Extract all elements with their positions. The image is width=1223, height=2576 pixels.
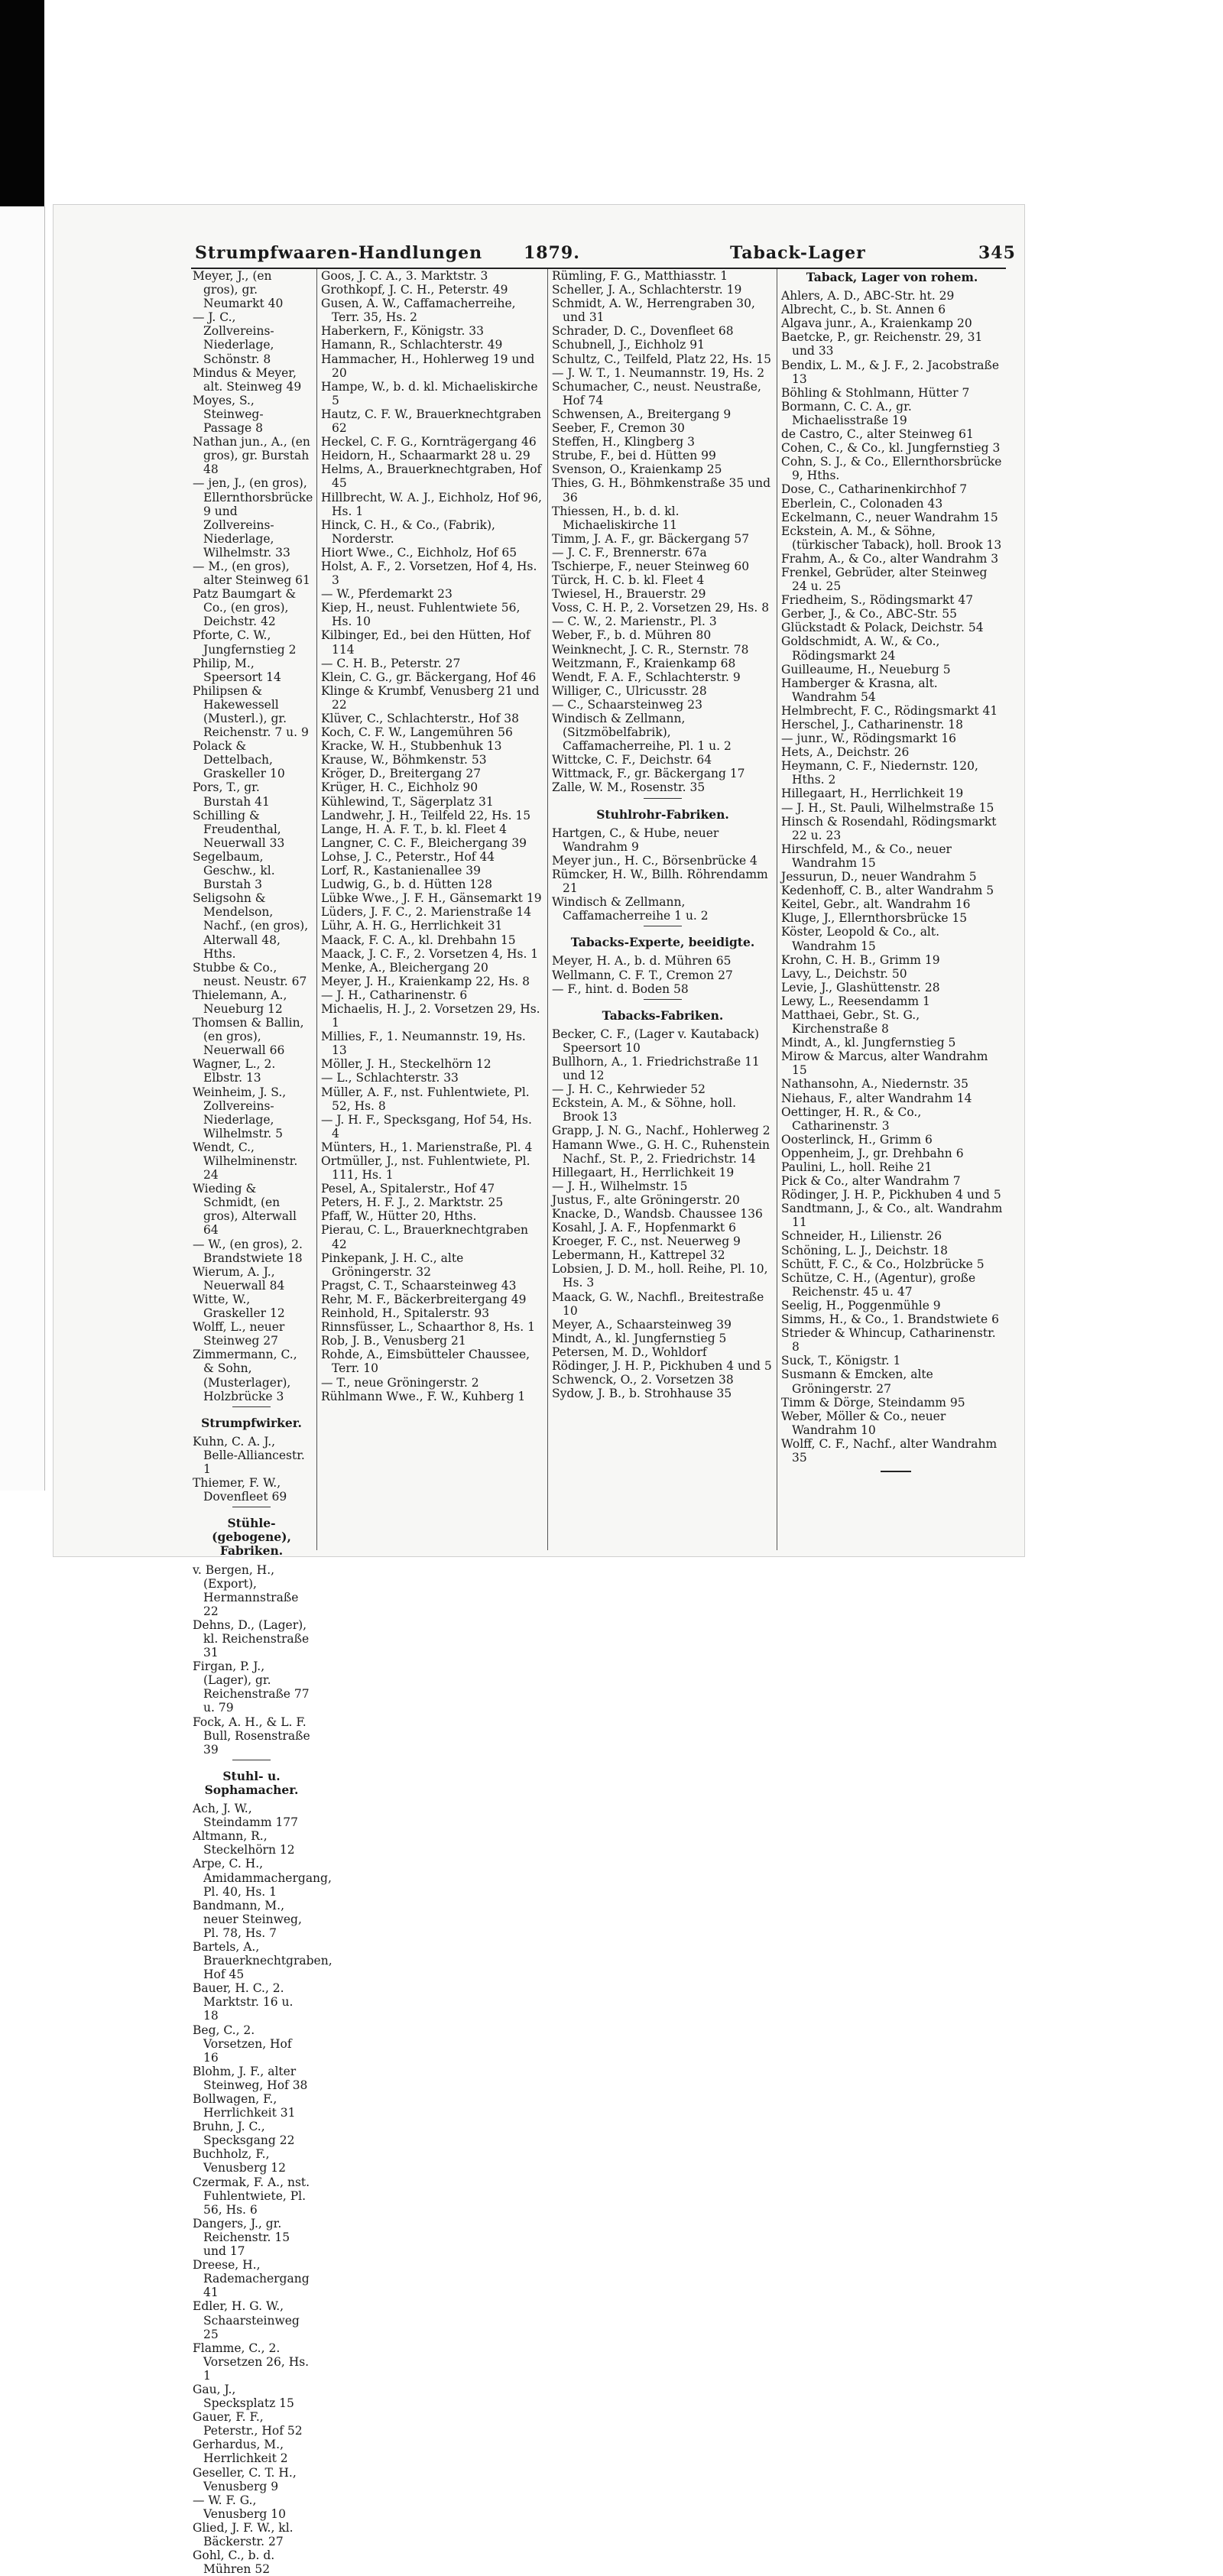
section-rule [644, 999, 682, 1000]
directory-entry: Dehns, D., (Lager), kl. Reichenstraße 31 [193, 1617, 310, 1660]
page-number: 345 [978, 243, 1016, 263]
directory-entry: Rehr, M. F., Bäckerbreitergang 49 [321, 1292, 527, 1306]
directory-entry: — M., (en gros), alter Steinweg 61 [193, 559, 310, 588]
directory-entry: Guilleaume, H., Neueburg 5 [781, 662, 951, 676]
directory-entry: Krause, W., Böhmkenstr. 53 [321, 753, 487, 767]
directory-entry: — C. H. B., Peterstr. 27 [321, 656, 461, 670]
directory-entry: Nathan jun., A., (en gros), gr. Burstah 48 [193, 435, 310, 477]
entry-list [193, 1435, 310, 1504]
directory-entry: Müller, A. F., nst. Fuhlentwiete, Pl. 52, Hs. 8 [321, 1085, 530, 1113]
directory-entry: Zimmermann, C., & Sohn, (Musterlager), Holzbrücke 3 [193, 1348, 297, 1403]
directory-entry: Michaelis, H. J., 2. Vorsetzen 29, Hs. 1 [321, 1001, 540, 1030]
directory-entry: Helmbrecht, F. C., Rödingsmarkt 41 [781, 703, 998, 718]
entry-list [781, 289, 1003, 1465]
directory-entry: Krohn, C. H. B., Grimm 19 [781, 952, 940, 967]
directory-entry: Klüver, C., Schlachterstr., Hof 38 [321, 712, 519, 725]
directory-entry: Hinck, C. H., & Co., (Fabrik), Norderstr. [321, 517, 495, 546]
directory-entry: Mindt, A., kl. Jungfernstieg 5 [781, 1036, 956, 1050]
column-1 [193, 269, 333, 2576]
directory-entry: — W., Pferdemarkt 23 [321, 587, 453, 602]
directory-entry: Philip, M., Speersort 14 [193, 656, 281, 684]
section-heading: Strumpfwirker. [201, 1415, 302, 1430]
directory-entry: Hillegaart, H., Herrlichkeit 19 [552, 1165, 735, 1179]
directory-entry: Pragst, C. T., Schaarsteinweg 43 [321, 1278, 517, 1293]
directory-entry: Ortmüller, J., nst. Fuhlentwiete, Pl. 111, Hs. 1 [321, 1154, 530, 1183]
directory-entry: Suck, T., Königstr. 1 [781, 1354, 901, 1368]
directory-entry: Schubnell, J., Eichholz 91 [552, 338, 705, 352]
directory-entry: Kedenhoff, C. B., alter Wandrahm 5 [781, 884, 994, 898]
directory-entry: Grapp, J. N. G., Nachf., Hohlerweg 2 [552, 1124, 770, 1138]
column-3 [552, 269, 774, 1546]
directory-entry: Goldschmidt, A. W., & Co., Rödingsmarkt 24 [781, 634, 940, 663]
directory-entry: Münters, H., 1. Marienstraße, Pl. 4 [321, 1140, 533, 1154]
directory-entry: Lobsien, J. D. M., holl. Reihe, Pl. 10, Hs. 3 [552, 1262, 768, 1290]
directory-entry: Pfaff, W., Hütter 20, Hths. [321, 1209, 477, 1224]
section-heading: Stuhlrohr-Fabriken. [596, 806, 729, 822]
directory-entry: Rohde, A., Eimsbütteler Chaussee, Terr. 10 [321, 1348, 530, 1376]
directory-entry: Seligsohn & Mendelson, Nachf., (en gros), Alterwall 48, Hths. [193, 891, 309, 961]
directory-entry: Menke, A., Bleichergang 20 [321, 960, 488, 975]
directory-entry: Köster, Leopold & Co., alt. Wandrahm 15 [781, 925, 940, 953]
directory-entry: Bauer, H. C., 2. Marktstr. 16 u. 18 [193, 1981, 294, 2023]
directory-entry: Schumacher, C., neust. Neustraße, Hof 74 [552, 379, 761, 407]
directory-entry: Windisch & Zellmann, Caffamacherreihe 1 u. 2 [552, 895, 709, 923]
directory-entry: Williger, C., Ulricusstr. 28 [552, 683, 707, 698]
directory-entry: Lange, H. A. F. T., b. kl. Fleet 4 [321, 822, 507, 836]
directory-entry: Kiep, H., neust. Fuhlentwiete 56, Hs. 10 [321, 601, 521, 629]
directory-entry: Wolff, L., neuer Steinweg 27 [193, 1320, 285, 1348]
directory-entry: — J. H. F., Specksgang, Hof 54, Hs. 4 [321, 1112, 532, 1140]
directory-entry: Flamme, C., 2. Vorsetzen 26, Hs. 1 [193, 2341, 310, 2383]
directory-entry: Gerhardus, M., Herrlichkeit 2 [193, 2438, 288, 2466]
header-right-title: Taback-Lager [730, 243, 866, 263]
directory-entry: Glückstadt & Polack, Deichstr. 54 [781, 621, 984, 635]
directory-entry: — W. F. G., Venusberg 10 [193, 2493, 286, 2521]
directory-entry: Polack & Dettelbach, Graskeller 10 [193, 739, 285, 781]
directory-entry: Klein, C. G., gr. Bäckergang, Hof 46 [321, 670, 537, 684]
directory-entry: Matthaei, Gebr., St. G., Kirchenstraße 8 [781, 1007, 920, 1037]
header-left-title: Strumpfwaaren-Handlungen [195, 243, 483, 263]
directory-entry: Levie, J., Glashüttenstr. 28 [781, 980, 940, 994]
directory-entry: Strieder & Whincup, Catharinenstr. 8 [781, 1326, 996, 1355]
directory-entry: Paulini, L., holl. Reihe 21 [781, 1160, 933, 1174]
directory-entry: Niehaus, F., alter Wandrahm 14 [781, 1091, 972, 1105]
directory-entry: Schrader, D. C., Dovenfleet 68 [552, 324, 734, 339]
directory-entry: Langner, C. C. F., Bleichergang 39 [321, 835, 527, 850]
directory-entry: Wieding & Schmidt, (en gros), Alterwall 64 [193, 1182, 297, 1238]
entry-list [193, 269, 313, 1403]
directory-entry: Lewy, L., Reesendamm 1 [781, 994, 930, 1008]
directory-entry: Tschierpe, F., neuer Steinweg 60 [552, 559, 750, 573]
directory-entry: — C., Schaarsteinweg 23 [552, 697, 702, 712]
directory-entry: Lohse, J. C., Peterstr., Hof 44 [321, 849, 495, 864]
directory-entry: — junr., W., Rödingsmarkt 16 [781, 732, 957, 746]
directory-entry: Knacke, D., Wandsb. Chaussee 136 [552, 1207, 763, 1221]
directory-entry: Geseller, C. T. H., Venusberg 9 [193, 2465, 297, 2493]
directory-entry: Zalle, W. M., Rosenstr. 35 [552, 780, 706, 795]
directory-entry: Hiort Wwe., C., Eichholz, Hof 65 [321, 545, 517, 560]
directory-entry: Schwenck, O., 2. Vorsetzen 38 [552, 1373, 734, 1387]
directory-entry: Kracke, W. H., Stubbenhuk 13 [321, 739, 502, 754]
directory-entry: Wittmack, F., gr. Bäckergang 17 [552, 767, 745, 781]
directory-entry: Arpe, C. H., Amidammachergang, Pl. 40, Hs. 1 [193, 1857, 332, 1899]
directory-entry: Kröger, D., Breitergang 27 [321, 767, 482, 781]
directory-entry: Gusen, A. W., Caffamacherreihe, Terr. 35, Hs. 2 [321, 297, 516, 325]
directory-entry: Hets, A., Deichstr. 26 [781, 745, 910, 760]
directory-entry: Krüger, H. C., Eichholz 90 [321, 780, 478, 795]
directory-entry: Meyer jun., H. C., Börsenbrücke 4 [552, 853, 757, 868]
directory-entry: Blohm, J. F., alter Steinweg, Hof 38 [193, 2064, 308, 2092]
directory-entry: Strube, F., bei d. Hütten 99 [552, 449, 716, 463]
directory-entry: Bormann, C. C. A., gr. Michaelisstraße 19 [781, 399, 912, 427]
directory-entry: Eckstein, A. M., & Söhne, holl. Brook 13 [552, 1096, 737, 1124]
directory-entry: Schütze, C. H., (Agentur), große Reichenstr. 45 u. 47 [781, 1270, 976, 1299]
directory-entry: Gohl, C., b. d. Mühren 52 [193, 2548, 275, 2576]
column-divider [547, 269, 548, 1550]
directory-entry: Dreese, H., Rademachergang 41 [193, 2258, 310, 2300]
directory-entry: Segelbaum, Geschw., kl. Burstah 3 [193, 849, 275, 892]
entry-list [552, 1027, 774, 1401]
directory-entry: Weber, F., b. d. Mühren 80 [552, 628, 712, 643]
directory-entry: Cohn, S. J., & Co., Ellernthorsbrücke 9, Hths. [781, 455, 1002, 483]
directory-entry: Bruhn, J. C., Specksgang 22 [193, 2120, 295, 2148]
directory-entry: Thiemer, F. W., Dovenfleet 69 [193, 1476, 287, 1504]
directory-entry: Steffen, H., Klingberg 3 [552, 435, 695, 449]
directory-entry: Thies, G. H., Böhmkenstraße 35 und 36 [552, 476, 771, 504]
directory-entry: — J. W. T., 1. Neumannstr. 19, Hs. 2 [552, 365, 765, 380]
directory-entry: Sydow, J. B., b. Strohhause 35 [552, 1387, 732, 1401]
entry-list [193, 1563, 310, 1757]
directory-entry: Moyes, S., Steinweg-Passage 8 [193, 393, 264, 436]
directory-entry: Haberkern, F., Königstr. 33 [321, 324, 485, 339]
directory-entry: Witte, W., Graskeller 12 [193, 1292, 285, 1321]
directory-entry: Nathansohn, A., Niedernstr. 35 [781, 1077, 968, 1092]
directory-entry: Türck, H. C. b. kl. Fleet 4 [552, 573, 705, 588]
directory-entry: Böhling & Stohlmann, Hütter 7 [781, 385, 970, 400]
directory-entry: Maack, J. C. F., 2. Vorsetzen 4, Hs. 1 [321, 946, 539, 961]
directory-entry: Kilbinger, Ed., bei den Hütten, Hof 114 [321, 628, 530, 657]
directory-entry: Peters, H. F. J., 2. Marktstr. 25 [321, 1196, 504, 1210]
entry-list [321, 269, 543, 1403]
directory-entry: Pierau, C. L., Brauerknechtgraben 42 [321, 1223, 528, 1251]
section-rule [644, 798, 682, 799]
directory-entry: Stubbe & Co., neust. Neustr. 67 [193, 960, 307, 988]
directory-entry: Voss, C. H. P., 2. Vorsetzen 29, Hs. 8 [552, 601, 770, 615]
directory-entry: Patz Baumgart & Co., (en gros), Deichstr. 42 [193, 587, 297, 629]
directory-entry: v. Bergen, H., (Export), Hermannstraße 22 [193, 1562, 299, 1618]
directory-entry: Baetcke, P., gr. Reichenstr. 29, 31 und 33 [781, 330, 983, 358]
directory-entry: Seelig, H., Poggenmühle 9 [781, 1298, 941, 1312]
directory-entry: Kühlewind, T., Sägerplatz 31 [321, 794, 494, 809]
directory-entry: Bartels, A., Brauerknechtgraben, Hof 45 [193, 1939, 333, 1982]
directory-entry: Algava junr., A., Kraienkamp 20 [781, 316, 972, 331]
end-rule [881, 1471, 911, 1472]
directory-entry: Friedheim, S., Rödingsmarkt 47 [781, 593, 974, 608]
directory-entry: Beg, C., 2. Vorsetzen, Hof 16 [193, 2023, 292, 2065]
directory-entry: Hammacher, H., Hohlerweg 19 und 20 [321, 352, 535, 380]
directory-entry: Helms, A., Brauerknechtgraben, Hof 45 [321, 462, 542, 491]
directory-entry: — J. H., Wilhelmstr. 15 [552, 1179, 688, 1193]
directory-entry: Schultz, C., Teilfeld, Platz 22, Hs. 15 [552, 352, 771, 366]
directory-entry: Scheller, J. A., Schlachterstr. 19 [552, 283, 742, 297]
directory-entry: Becker, C. F., (Lager v. Kautaback) Speersort 10 [552, 1027, 759, 1055]
directory-entry: Frenkel, Gebrüder, alter Steinweg 24 u. 25 [781, 565, 988, 594]
section-heading: Tabacks-Fabriken. [602, 1007, 724, 1023]
directory-entry: Kosahl, J. A. F., Hopfenmarkt 6 [552, 1221, 736, 1235]
directory-entry: Pick & Co., alter Wandrahm 7 [781, 1174, 961, 1189]
directory-entry: Gauer, F. F., Peterstr., Hof 52 [193, 2410, 303, 2438]
directory-entry: Bullhorn, A., 1. Friedrichstraße 11 und 12 [552, 1054, 760, 1083]
directory-entry: — F., hint. d. Boden 58 [552, 981, 689, 996]
directory-entry: Lüders, J. F. C., 2. Marienstraße 14 [321, 905, 532, 920]
scan-border-left [0, 0, 44, 210]
directory-entry: Maack, F. C. A., kl. Drehbahn 15 [321, 933, 516, 947]
directory-entry: Herschel, J., Catharinenstr. 18 [781, 718, 964, 732]
directory-entry: Twiesel, H., Brauerstr. 29 [552, 587, 706, 602]
directory-entry: Meyer, J. H., Kraienkamp 22, Hs. 8 [321, 974, 530, 988]
directory-entry: Wendt, F. A. F., Schlachterstr. 9 [552, 670, 741, 684]
directory-entry: Oettinger, H. R., & Co., Catharinenstr. 3 [781, 1105, 922, 1133]
directory-entry: Schneider, H., Lilienstr. 26 [781, 1229, 942, 1244]
directory-entry: Eckelmann, C., neuer Wandrahm 15 [781, 510, 998, 524]
entry-list [193, 1802, 333, 2576]
directory-entry: Gau, J., Specksplatz 15 [193, 2382, 294, 2411]
directory-entry: — L., Schlachterstr. 33 [321, 1071, 459, 1085]
directory-entry: Keitel, Gebr., alt. Wandrahm 16 [781, 897, 971, 912]
directory-entry: — J. H., St. Pauli, Wilhelmstraße 15 [781, 800, 994, 815]
directory-entry: Hirschfeld, M., & Co., neuer Wandrahm 15 [781, 842, 952, 870]
section-heading: Taback, Lager von rohem. [806, 270, 978, 284]
directory-entry: Thomsen & Ballin, (en gros), Neuerwall 66 [193, 1016, 304, 1058]
directory-entry: Heymann, C. F., Niedernstr. 120, Hths. 2 [781, 759, 978, 787]
directory-entry: Timm & Dörge, Steindamm 95 [781, 1395, 965, 1410]
directory-entry: Gerber, J., & Co., ABC-Str. 55 [781, 607, 957, 621]
directory-entry: Rümcker, H. W., Billh. Röhrendamm 21 [552, 867, 768, 896]
directory-entry: Mindt, A., kl. Jungfernstieg 5 [552, 1331, 727, 1345]
directory-entry: Hautz, C. F. W., Brauerknechtgraben 62 [321, 407, 542, 436]
directory-entry: Seeber, F., Cremon 30 [552, 421, 685, 436]
directory-entry: Svenson, O., Kraienkamp 25 [552, 462, 722, 477]
directory-entry: Lübke Wwe., J. F. H., Gänsemarkt 19 [321, 891, 542, 906]
directory-entry: Schöning, L. J., Deichstr. 18 [781, 1243, 948, 1257]
directory-entry: Thielemann, A., Neueburg 12 [193, 988, 287, 1016]
section-heading: Stuhl- u. Sophamacher. [204, 1768, 299, 1797]
directory-entry: Bandmann, M., neuer Steinweg, Pl. 78, Hs. 7 [193, 1898, 302, 1940]
directory-entry: Weinknecht, J. C. R., Sternstr. 78 [552, 642, 749, 657]
directory-entry: Dose, C., Catharinenkirchhof 7 [781, 482, 968, 497]
directory-entry: Hillegaart, H., Herrlichkeit 19 [781, 787, 964, 801]
directory-entry: Grothkopf, J. C. H., Peterstr. 49 [321, 283, 508, 297]
directory-entry: Weinheim, J. S., Zollvereins-Niederlage, Wilhelmstr. 5 [193, 1085, 287, 1140]
directory-entry: Thiessen, H., b. d. kl. Michaeliskirche 11 [552, 504, 680, 532]
directory-entry: Wagner, L., 2. Elbstr. 13 [193, 1057, 276, 1085]
directory-entry: Rümling, F. G., Matthiasstr. 1 [552, 269, 728, 283]
directory-entry: Sandtmann, J., & Co., alt. Wandrahm 11 [781, 1202, 1003, 1230]
directory-entry: Rob, J. B., Venusberg 21 [321, 1334, 466, 1348]
directory-entry: — W., (en gros), 2. Brandstwiete 18 [193, 1237, 303, 1265]
column-divider [316, 269, 317, 1550]
directory-entry: Mirow & Marcus, alter Wandrahm 15 [781, 1050, 988, 1078]
directory-entry: Mindus & Meyer, alt. Steinweg 49 [193, 365, 302, 394]
directory-entry: Firgan, P. J., (Lager), gr. Reichenstraße 77 u. 79 [193, 1659, 310, 1715]
directory-entry: Goos, J. C. A., 3. Marktstr. 3 [321, 269, 488, 283]
directory-entry: Glied, J. F. W., kl. Bäckerstr. 27 [193, 2520, 294, 2548]
directory-entry: Hampe, W., b. d. kl. Michaeliskirche 5 [321, 379, 538, 407]
directory-entry: Hamann Wwe., G. H. C., Ruhenstein Nachf., St. P., 2. Friedrichstr. 14 [552, 1137, 770, 1166]
directory-entry: Rinnsfüsser, L., Schaarthor 8, Hs. 1 [321, 1320, 535, 1335]
directory-entry: — C. W., 2. Marienstr., Pl. 3 [552, 615, 717, 629]
directory-entry: Eckstein, A. M., & Söhne, (türkischer Taback), holl. Brook 13 [781, 524, 1002, 552]
directory-entry: — J. H., Catharinenstr. 6 [321, 988, 468, 1002]
directory-entry: de Castro, C., alter Steinweg 61 [781, 427, 974, 442]
directory-entry: Wendt, C., Wilhelminenstr. 24 [193, 1140, 298, 1183]
directory-entry: Wierum, A. J., Neuerwall 84 [193, 1264, 285, 1293]
directory-entry: — jen, J., (en gros), Ellernthorsbrücke 9 und Zollvereins-Niederlage, Wilhelmstr. 33 [193, 476, 313, 560]
directory-entry: Buchholz, F., Venusberg 12 [193, 2147, 286, 2175]
directory-entry: Oosterlinck, H., Grimm 6 [781, 1132, 933, 1147]
directory-entry: Jessurun, D., neuer Wandrahm 5 [781, 870, 977, 884]
directory-entry: Frahm, A., & Co., alter Wandrahm 3 [781, 551, 999, 566]
directory-entry: Eberlein, C., Colonaden 43 [781, 496, 943, 511]
directory-entry: Maack, G. W., Nachfl., Breitestraße 10 [552, 1290, 764, 1318]
directory-entry: Altmann, R., Steckelhörn 12 [193, 1829, 295, 1857]
directory-entry: Schwensen, A., Breitergang 9 [552, 407, 732, 421]
directory-entry: Lühr, A. H. G., Herrlichkeit 31 [321, 919, 503, 933]
directory-entry: Pesel, A., Spitalerstr., Hof 47 [321, 1182, 495, 1196]
directory-entry: Landwehr, J. H., Teilfeld 22, Hs. 15 [321, 808, 531, 822]
directory-entry: Wolff, C. F., Nachf., alter Wandrahm 35 [781, 1436, 998, 1465]
directory-entry: Möller, J. H., Steckelhörn 12 [321, 1057, 491, 1072]
directory-entry: Heidorn, H., Schaarmarkt 28 u. 29 [321, 449, 530, 463]
directory-entry: Rödinger, J. H. P., Pickhuben 4 und 5 [552, 1359, 772, 1374]
directory-entry: Pors, T., gr. Burstah 41 [193, 780, 270, 809]
directory-entry: Ach, J. W., Steindamm 177 [193, 1802, 299, 1830]
column-4 [781, 269, 1003, 1546]
directory-entry: Schmidt, A. W., Herrengraben 30, und 31 [552, 297, 755, 325]
directory-entry: Kuhn, C. A. J., Belle-Alliancestr. 1 [193, 1434, 305, 1476]
directory-entry: Kluge, J., Ellernthorsbrücke 15 [781, 911, 968, 926]
directory-entry: Reinhold, H., Spitalerstr. 93 [321, 1306, 490, 1321]
directory-entry: Koch, C. F. W., Langemühren 56 [321, 725, 513, 740]
directory-entry: Timm, J. A. F., gr. Bäckergang 57 [552, 531, 750, 546]
directory-entry: Windisch & Zellmann, (Sitzmöbelfabrik), Caffamacherreihe, Pl. 1 u. 2 [552, 712, 732, 754]
header-year: 1879. [524, 243, 580, 263]
directory-entry: — J. C. F., Brennerstr. 67a [552, 545, 707, 560]
directory-entry: Hillbrecht, W. A. J., Eichholz, Hof 96, Hs. 1 [321, 490, 542, 518]
directory-entry: Albrecht, C., b. St. Annen 6 [781, 303, 946, 317]
directory-entry: Schilling & Freudenthal, Neuerwall 33 [193, 808, 285, 850]
directory-entry: Bendix, L. M., & J. F., 2. Jacobstraße 13 [781, 358, 999, 386]
directory-entry: Weber, Möller & Co., neuer Wandrahm 10 [781, 1409, 946, 1437]
directory-entry: Hamann, R., Schlachterstr. 49 [321, 338, 503, 352]
directory-entry: Holst, A. F., 2. Vorsetzen, Hof 4, Hs. 3 [321, 559, 537, 588]
directory-entry: Klinge & Krumbf, Venusberg 21 und 22 [321, 683, 540, 712]
directory-entry: Simms, H., & Co., 1. Brandstwiete 6 [781, 1312, 999, 1327]
directory-entry: Wellmann, C. F. T., Cremon 27 [552, 968, 733, 982]
directory-entry: Rödinger, J. H. P., Pickhuben 4 und 5 [781, 1188, 1001, 1202]
directory-entry: — J. H. C., Kehrwieder 52 [552, 1082, 706, 1097]
directory-entry: Hartgen, C., & Hube, neuer Wandrahm 9 [552, 826, 719, 854]
directory-entry: Oppenheim, J., gr. Drehbahn 6 [781, 1146, 964, 1160]
directory-entry: Philipsen & Hakewessell (Musterl.), gr. Reichenstr. 7 u. 9 [193, 683, 309, 740]
section-heading: Tabacks-Experte, beeidigte. [570, 935, 755, 950]
directory-entry: Schütt, F. C., & Co., Holzbrücke 5 [781, 1257, 985, 1271]
directory-entry: Pinkepank, J. H. C., alte Gröningerstr. 32 [321, 1251, 464, 1279]
directory-entry: — T., neue Gröningerstr. 2 [321, 1375, 479, 1390]
directory-entry: Wittcke, C. F., Deichstr. 64 [552, 753, 712, 767]
directory-entry: Rühlmann Wwe., F. W., Kuhberg 1 [321, 1389, 526, 1403]
page-header [134, 243, 1016, 263]
directory-entry: Kroeger, F. C., nst. Neuerweg 9 [552, 1234, 741, 1249]
entry-list [552, 954, 774, 995]
directory-entry: Hinsch & Rosendahl, Rödingsmarkt 22 u. 23 [781, 814, 997, 842]
directory-entry: Fock, A. H., & L. F. Bull, Rosenstraße 39 [193, 1715, 310, 1757]
section-heading: Stühle- (gebogene), Fabriken. [212, 1516, 291, 1559]
column-2 [321, 269, 543, 1546]
directory-entry: Lebermann, H., Kattrepel 32 [552, 1248, 725, 1263]
directory-entry: Weitzmann, F., Kraienkamp 68 [552, 656, 736, 670]
directory-entry: Meyer, H. A., b. d. Mühren 65 [552, 954, 732, 968]
directory-entry: Lavy, L., Deichstr. 50 [781, 966, 907, 981]
directory-entry: Lorf, R., Kastanienallee 39 [321, 864, 482, 878]
directory-entry: Ahlers, A. D., ABC-Str. ht. 29 [781, 289, 955, 303]
directory-entry: Bollwagen, F., Herrlichkeit 31 [193, 2092, 296, 2120]
directory-entry: Petersen, M. D., Wohldorf [552, 1345, 707, 1359]
directory-entry: Dangers, J., gr. Reichenstr. 15 und 17 [193, 2216, 290, 2259]
directory-entry: Susmann & Emcken, alte Gröningerstr. 27 [781, 1367, 933, 1396]
entry-list [552, 826, 774, 923]
directory-entry: — J. C., Zollvereins-Niederlage, Schönstr. 8 [193, 310, 274, 366]
directory-entry: Millies, F., 1. Neumannstr. 19, Hs. 13 [321, 1030, 526, 1058]
directory-entry: Cohen, C., & Co., kl. Jungfernstieg 3 [781, 441, 1001, 456]
directory-entry: Hamberger & Krasna, alt. Wandrahm 54 [781, 676, 938, 704]
directory-entry: Edler, H. G. W., Schaarsteinweg 25 [193, 2299, 300, 2341]
entry-list [552, 269, 774, 795]
directory-entry: Czermak, F. A., nst. Fuhlentwiete, Pl. 56, Hs. 6 [193, 2175, 310, 2217]
previous-page-edge [0, 206, 45, 1491]
directory-entry: Ludwig, G., b. d. Hütten 128 [321, 878, 492, 892]
directory-entry: Heckel, C. F. G., Kornträgergang 46 [321, 435, 537, 449]
directory-entry: Meyer, A., Schaarsteinweg 39 [552, 1317, 732, 1332]
section-rule [232, 1406, 271, 1407]
directory-entry: Justus, F., alte Gröningerstr. 20 [552, 1192, 740, 1207]
directory-entry: Meyer, J., (en gros), gr. Neumarkt 40 [193, 269, 284, 311]
directory-entry: Pforte, C. W., Jungfernstieg 2 [193, 628, 297, 657]
